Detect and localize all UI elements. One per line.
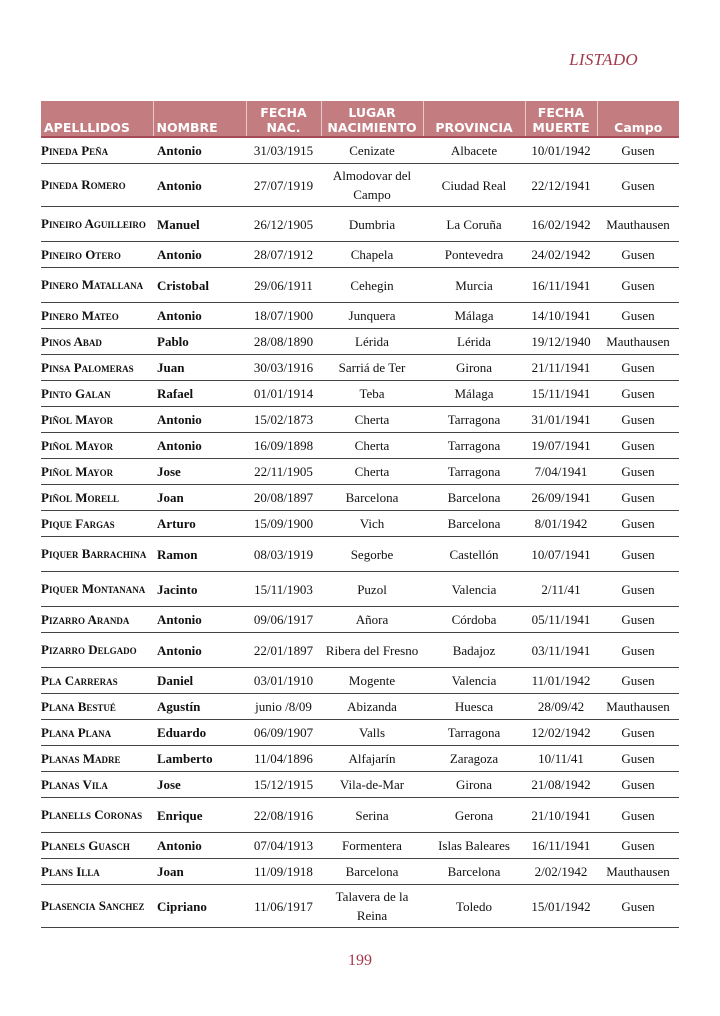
cell-apellidos: Pinero Mateo [41,303,153,329]
cell-campo: Gusen [597,772,679,798]
table-row [41,329,679,355]
cell-fecha-nac: 20/08/1897 [246,485,321,511]
cell-nombre: Antonio [153,242,246,268]
cell-fecha-nac: 22/01/1897 [246,633,321,668]
cell-nombre: Antonio [153,407,246,433]
cell-apellidos: Piñol Mayor [41,433,153,459]
cell-fecha-nac: 11/09/1918 [246,859,321,885]
table-row [41,833,679,859]
cell-nombre: Antonio [153,433,246,459]
cell-provincia: Tarragona [423,407,525,433]
cell-lugar-nacimiento: Chapela [321,242,423,268]
cell-campo: Gusen [597,572,679,607]
cell-campo: Gusen [597,355,679,381]
cell-nombre: Jose [153,772,246,798]
cell-apellidos: Pinsa Palomeras [41,355,153,381]
cell-campo: Gusen [597,268,679,303]
cell-fecha-nac: 15/11/1903 [246,572,321,607]
table-row [41,694,679,720]
cell-lugar-nacimiento: Dumbria [321,207,423,242]
cell-fecha-muerte: 2/02/1942 [525,859,597,885]
cell-lugar-nacimiento: Abizanda [321,694,423,720]
cell-fecha-nac: 30/03/1916 [246,355,321,381]
cell-nombre: Eduardo [153,720,246,746]
table-body [41,137,679,928]
cell-lugar-nacimiento: Mogente [321,668,423,694]
table-row [41,859,679,885]
cell-apellidos: Pinos Abad [41,329,153,355]
header-campo: Campo [597,101,679,137]
cell-campo: Gusen [597,798,679,833]
cell-apellidos: Pique Fargas [41,511,153,537]
table-row [41,303,679,329]
cell-fecha-muerte: 15/01/1942 [525,885,597,928]
cell-fecha-nac: 28/07/1912 [246,242,321,268]
table-row [41,164,679,207]
cell-campo: Mauthausen [597,694,679,720]
header-provincia: PROVINCIA [423,101,525,137]
cell-fecha-muerte: 31/01/1941 [525,407,597,433]
page-number: 199 [348,952,372,969]
cell-lugar-nacimiento: Teba [321,381,423,407]
cell-apellidos: Plans Illa [41,859,153,885]
table-row [41,485,679,511]
cell-nombre: Jose [153,459,246,485]
cell-apellidos: Planas Madre [41,746,153,772]
cell-provincia: La Coruña [423,207,525,242]
cell-nombre: Pablo [153,329,246,355]
cell-campo: Mauthausen [597,329,679,355]
cell-nombre: Antonio [153,607,246,633]
cell-fecha-muerte: 22/12/1941 [525,164,597,207]
table-row [41,668,679,694]
cell-campo: Gusen [597,303,679,329]
cell-campo: Gusen [597,720,679,746]
cell-lugar-nacimiento: Formentera [321,833,423,859]
cell-lugar-nacimiento: Cherta [321,407,423,433]
cell-fecha-muerte: 10/11/41 [525,746,597,772]
table-row [41,885,679,928]
cell-provincia: Barcelona [423,859,525,885]
cell-fecha-nac: 18/07/1900 [246,303,321,329]
cell-provincia: Córdoba [423,607,525,633]
header-fecha-nac: FECHA NAC. [246,101,321,137]
cell-lugar-nacimiento: Almodovar del Campo [321,164,423,207]
cell-fecha-muerte: 10/01/1942 [525,137,597,164]
cell-lugar-nacimiento: Añora [321,607,423,633]
cell-lugar-nacimiento: Cenizate [321,137,423,164]
cell-fecha-muerte: 10/07/1941 [525,537,597,572]
cell-apellidos: Pizarro Delgado [41,633,153,668]
cell-lugar-nacimiento: Valls [321,720,423,746]
deportees-table [41,101,679,928]
cell-fecha-nac: 22/08/1916 [246,798,321,833]
cell-nombre: Antonio [153,833,246,859]
cell-fecha-nac: 26/12/1905 [246,207,321,242]
cell-provincia: Barcelona [423,511,525,537]
table-row [41,137,679,164]
cell-lugar-nacimiento: Segorbe [321,537,423,572]
cell-lugar-nacimiento: Cherta [321,459,423,485]
cell-fecha-nac: 16/09/1898 [246,433,321,459]
cell-campo: Gusen [597,164,679,207]
cell-provincia: Tarragona [423,720,525,746]
cell-fecha-nac: 22/11/1905 [246,459,321,485]
cell-nombre: Jacinto [153,572,246,607]
cell-campo: Gusen [597,459,679,485]
cell-fecha-muerte: 16/02/1942 [525,207,597,242]
table-row [41,720,679,746]
cell-provincia: Pontevedra [423,242,525,268]
table-row [41,772,679,798]
cell-fecha-muerte: 21/11/1941 [525,355,597,381]
cell-lugar-nacimiento: Serina [321,798,423,833]
cell-provincia: Zaragoza [423,746,525,772]
cell-nombre: Antonio [153,164,246,207]
cell-fecha-nac: 28/08/1890 [246,329,321,355]
cell-fecha-muerte: 21/08/1942 [525,772,597,798]
header-apellidos: APELLLIDOS [41,101,153,137]
table-row [41,572,679,607]
cell-fecha-nac: 01/01/1914 [246,381,321,407]
cell-apellidos: Planas Vila [41,772,153,798]
cell-fecha-muerte: 15/11/1941 [525,381,597,407]
cell-fecha-muerte: 14/10/1941 [525,303,597,329]
cell-lugar-nacimiento: Junquera [321,303,423,329]
cell-campo: Gusen [597,137,679,164]
cell-apellidos: Pinero Matallana [41,268,153,303]
cell-lugar-nacimiento: Puzol [321,572,423,607]
cell-apellidos: Planells Coronas [41,798,153,833]
table-row [41,633,679,668]
table-header-row [41,101,679,137]
cell-apellidos: Pinto Galan [41,381,153,407]
cell-fecha-nac: 15/12/1915 [246,772,321,798]
cell-apellidos: Piñol Morell [41,485,153,511]
cell-fecha-muerte: 21/10/1941 [525,798,597,833]
cell-fecha-muerte: 19/07/1941 [525,433,597,459]
cell-fecha-nac: 11/06/1917 [246,885,321,928]
cell-provincia: Badajoz [423,633,525,668]
cell-campo: Gusen [597,633,679,668]
cell-apellidos: Planels Guasch [41,833,153,859]
cell-provincia: Huesca [423,694,525,720]
cell-fecha-nac: 29/06/1911 [246,268,321,303]
header-nombre: NOMBRE [153,101,246,137]
cell-provincia: Valencia [423,668,525,694]
cell-provincia: Gerona [423,798,525,833]
cell-fecha-muerte: 8/01/1942 [525,511,597,537]
table-row [41,459,679,485]
cell-lugar-nacimiento: Cehegin [321,268,423,303]
cell-fecha-muerte: 26/09/1941 [525,485,597,511]
cell-nombre: Antonio [153,303,246,329]
cell-campo: Gusen [597,746,679,772]
cell-fecha-muerte: 03/11/1941 [525,633,597,668]
cell-fecha-nac: 11/04/1896 [246,746,321,772]
cell-fecha-nac: 15/02/1873 [246,407,321,433]
table-row [41,381,679,407]
header-lugar-nacimiento: LUGAR NACIMIENTO [321,101,423,137]
table-row [41,268,679,303]
cell-provincia: Tarragona [423,433,525,459]
cell-provincia: Albacete [423,137,525,164]
cell-fecha-nac: 27/07/1919 [246,164,321,207]
table-row [41,355,679,381]
cell-apellidos: Plana Plana [41,720,153,746]
table-row [41,207,679,242]
table-row [41,407,679,433]
cell-campo: Gusen [597,485,679,511]
cell-campo: Gusen [597,242,679,268]
cell-campo: Gusen [597,537,679,572]
cell-provincia: Ciudad Real [423,164,525,207]
table-row [41,433,679,459]
cell-lugar-nacimiento: Alfajarín [321,746,423,772]
table-row [41,746,679,772]
cell-nombre: Joan [153,859,246,885]
cell-nombre: Cristobal [153,268,246,303]
cell-campo: Mauthausen [597,859,679,885]
cell-campo: Mauthausen [597,207,679,242]
cell-apellidos: Pineiro Otero [41,242,153,268]
cell-lugar-nacimiento: Lérida [321,329,423,355]
cell-fecha-muerte: 2/11/41 [525,572,597,607]
cell-nombre: Rafael [153,381,246,407]
cell-fecha-nac: 08/03/1919 [246,537,321,572]
cell-nombre: Juan [153,355,246,381]
cell-nombre: Daniel [153,668,246,694]
cell-apellidos: Piquer Montanana [41,572,153,607]
cell-nombre: Joan [153,485,246,511]
cell-lugar-nacimiento: Ribera del Fresno [321,633,423,668]
cell-fecha-muerte: 24/02/1942 [525,242,597,268]
cell-nombre: Antonio [153,633,246,668]
cell-nombre: Enrique [153,798,246,833]
cell-apellidos: Plana Bestué [41,694,153,720]
cell-campo: Gusen [597,833,679,859]
cell-fecha-nac: 03/01/1910 [246,668,321,694]
cell-nombre: Manuel [153,207,246,242]
cell-nombre: Antonio [153,137,246,164]
cell-fecha-muerte: 11/01/1942 [525,668,597,694]
cell-campo: Gusen [597,433,679,459]
cell-fecha-muerte: 19/12/1940 [525,329,597,355]
cell-provincia: Castellón [423,537,525,572]
cell-provincia: Tarragona [423,459,525,485]
cell-fecha-muerte: 28/09/42 [525,694,597,720]
cell-lugar-nacimiento: Vich [321,511,423,537]
cell-fecha-nac: junio /8/09 [246,694,321,720]
cell-fecha-muerte: 16/11/1941 [525,833,597,859]
table-row [41,607,679,633]
cell-campo: Gusen [597,511,679,537]
cell-nombre: Ramon [153,537,246,572]
cell-campo: Gusen [597,668,679,694]
header-fecha-muerte: FECHA MUERTE [525,101,597,137]
cell-lugar-nacimiento: Vila-de-Mar [321,772,423,798]
cell-provincia: Valencia [423,572,525,607]
cell-fecha-muerte: 05/11/1941 [525,607,597,633]
cell-provincia: Islas Baleares [423,833,525,859]
cell-fecha-nac: 09/06/1917 [246,607,321,633]
cell-fecha-nac: 06/09/1907 [246,720,321,746]
cell-provincia: Málaga [423,303,525,329]
cell-campo: Gusen [597,381,679,407]
cell-apellidos: Pineda Romero [41,164,153,207]
cell-campo: Gusen [597,607,679,633]
table-row [41,511,679,537]
cell-apellidos: Pineda Peña [41,137,153,164]
cell-nombre: Arturo [153,511,246,537]
cell-provincia: Lérida [423,329,525,355]
table-row [41,798,679,833]
cell-apellidos: Piñol Mayor [41,459,153,485]
cell-apellidos: Pineiro Aguilleiro [41,207,153,242]
cell-nombre: Agustín [153,694,246,720]
cell-provincia: Málaga [423,381,525,407]
cell-apellidos: Plasencia Sanchez [41,885,153,928]
cell-provincia: Girona [423,772,525,798]
cell-apellidos: Piquer Barrachina [41,537,153,572]
cell-provincia: Barcelona [423,485,525,511]
cell-apellidos: Pizarro Aranda [41,607,153,633]
cell-lugar-nacimiento: Barcelona [321,859,423,885]
cell-fecha-muerte: 12/02/1942 [525,720,597,746]
running-head: LISTADO [569,50,638,69]
cell-lugar-nacimiento: Cherta [321,433,423,459]
cell-lugar-nacimiento: Barcelona [321,485,423,511]
cell-campo: Gusen [597,885,679,928]
cell-fecha-nac: 07/04/1913 [246,833,321,859]
cell-lugar-nacimiento: Sarriá de Ter [321,355,423,381]
cell-campo: Gusen [597,407,679,433]
cell-fecha-nac: 31/03/1915 [246,137,321,164]
table-row [41,537,679,572]
cell-fecha-muerte: 7/04/1941 [525,459,597,485]
cell-fecha-muerte: 16/11/1941 [525,268,597,303]
cell-provincia: Toledo [423,885,525,928]
cell-nombre: Cipriano [153,885,246,928]
cell-fecha-nac: 15/09/1900 [246,511,321,537]
cell-apellidos: Pla Carreras [41,668,153,694]
table-row [41,242,679,268]
cell-lugar-nacimiento: Talavera de la Reina [321,885,423,928]
cell-nombre: Lamberto [153,746,246,772]
cell-provincia: Murcia [423,268,525,303]
cell-apellidos: Piñol Mayor [41,407,153,433]
cell-provincia: Girona [423,355,525,381]
